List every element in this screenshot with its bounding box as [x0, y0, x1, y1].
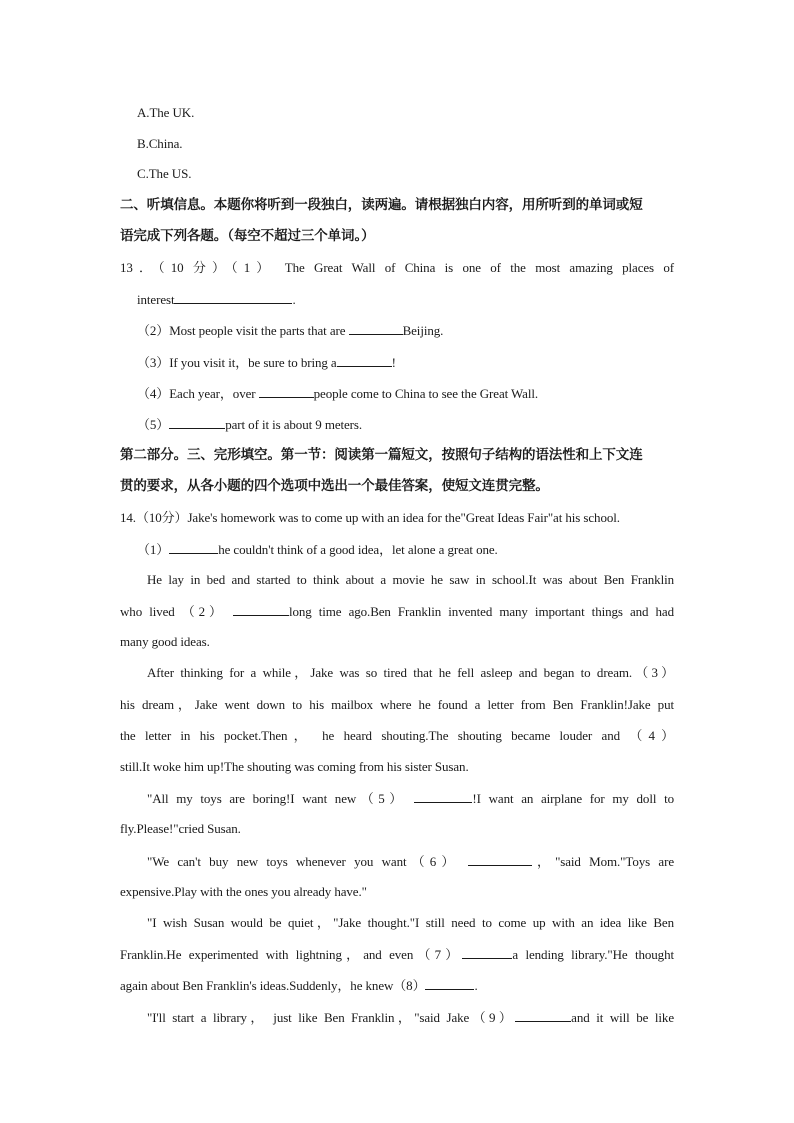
- q14-para5-line2: expensive.Play with the ones you already have.": [120, 884, 367, 899]
- q13-item4-text-b: people come to China to see the Great Wall.: [313, 386, 539, 401]
- q14-para4-line1-text-a: "All my toys are boring!I want new（5）: [147, 791, 407, 806]
- part2-instruction-line2: 贯的要求，从各小题的四个选项中选出一个最佳答案，使短文连贯完整。: [120, 478, 549, 494]
- q14-para2-line2-text-a: who lived （2）: [120, 604, 226, 619]
- q14-blank-1[interactable]: [169, 541, 218, 554]
- q13-blank-4[interactable]: [259, 385, 314, 398]
- section2-instruction-line2: 语完成下列各题。（每空不超过三个单词。）: [120, 228, 375, 244]
- q14-para6-line1: "I wish Susan would be quiet，"Jake thought."I still need to come up with an idea like Ben: [147, 915, 674, 930]
- q14-para2-line2-text-b: long time ago.Ben Franklin invented many important things and had: [288, 604, 674, 619]
- q14-para6-line3: [120, 977, 478, 994]
- section2-instruction-line1: 二、听填信息。本题你将听到一段独白，读两遍。请根据独白内容，用所听到的单词或短: [120, 197, 643, 213]
- option-b: B.China.: [137, 136, 183, 151]
- q14-line1: [137, 541, 498, 558]
- q13-item3-text-b: !: [391, 355, 396, 370]
- q13-item4: [137, 385, 538, 402]
- q14-para6-line2-text-a: Franklin.He experimented with lightning，and even（7）: [120, 947, 463, 962]
- q14-para3-line1: After thinking for a while，Jake was so tired that he fell asleep and began to dream.（3）: [147, 665, 674, 680]
- q14-blank-2[interactable]: [233, 603, 289, 616]
- q13-item2-text-a: （2）Most people visit the parts that are: [137, 323, 346, 338]
- q13-item3-text-a: （3）If you visit it，be sure to bring a: [137, 355, 337, 370]
- q14-para4-line1: [147, 790, 674, 807]
- q14-line1-text-a: （1）: [137, 542, 170, 557]
- q13-item1-line2: [137, 291, 296, 308]
- q13-item2-text-b: Beijing.: [402, 323, 444, 338]
- q14-para2-line1: He lay in bed and started to think about a movie he saw in school.It was about Ben Franklin: [147, 572, 674, 587]
- q14-para3-line4: still.It woke him up!The shouting was coming from his sister Susan.: [120, 759, 469, 774]
- q13-item5-text-b: part of it is about 9 meters.: [225, 417, 363, 432]
- option-a: A.The UK.: [137, 105, 195, 120]
- q14-para7-line1-text-a: "I'll start a library， just like Ben Franklin，"said Jake（9）: [147, 1010, 516, 1025]
- q13-item2: [137, 322, 443, 339]
- q14-para7-line1: [147, 1009, 674, 1026]
- q14-para5-line1: [147, 853, 674, 870]
- q14-para5-line1-text-b: ，"said Mom."Toys are: [531, 854, 674, 869]
- q14-heading: 14.（10分）Jake's homework was to come up with an idea for the"Great Ideas Fair"at his school.: [120, 510, 620, 525]
- q14-para4-line1-text-b: !I want an airplane for my doll to: [472, 791, 674, 806]
- q14-blank-7[interactable]: [462, 946, 512, 959]
- q14-para3-line3: the letter in his pocket.Then， he heard shouting.The shouting became louder and （4）: [120, 728, 674, 743]
- q14-para3-line2: his dream，Jake went down to his mailbox where he found a letter from Ben Franklin!Jake put: [120, 697, 674, 712]
- part2-instruction-line1: 第二部分。三、完形填空。第一节：阅读第一篇短文，按照句子结构的语法性和上下文连: [120, 447, 643, 463]
- q13-blank-2[interactable]: [349, 322, 403, 335]
- q14-blank-9[interactable]: [515, 1009, 571, 1022]
- q14-para2-line3: many good ideas.: [120, 634, 210, 649]
- q14-line1-text-b: he couldn't think of a good idea，let alone a great one.: [218, 542, 498, 557]
- q14-para6-line3-text-a: again about Ben Franklin's ideas.Suddenly，he knew（8）: [120, 978, 426, 993]
- q13-item5: [137, 416, 362, 433]
- q14-para6-line3-text-b: .: [474, 978, 478, 993]
- q14-blank-6[interactable]: [468, 853, 532, 866]
- q14-blank-8[interactable]: [425, 977, 474, 990]
- q14-para2-line2: [120, 603, 674, 620]
- q13-item3: [137, 354, 396, 371]
- q14-para6-line2-text-b: a lending library."He thought: [512, 947, 674, 962]
- q13-blank-5[interactable]: [169, 416, 225, 429]
- q14-para6-line2: [120, 946, 674, 963]
- q13-item1-text: interest: [137, 292, 175, 307]
- q13-blank-3[interactable]: [337, 354, 392, 367]
- q14-para7-line1-text-b: and it will be like: [571, 1010, 674, 1025]
- q13-item5-text-a: （5）: [137, 417, 170, 432]
- q13-item1-end: .: [292, 292, 296, 307]
- q13-heading: 13．（10 分）（1） The Great Wall of China is one of the most amazing places of: [120, 260, 674, 275]
- q14-blank-5[interactable]: [414, 790, 472, 803]
- q14-para4-line2: fly.Please!"cried Susan.: [120, 821, 241, 836]
- q13-item4-text-a: （4）Each year，over: [137, 386, 256, 401]
- q14-para5-line1-text-a: "We can't buy new toys whenever you want（6）: [147, 854, 460, 869]
- q13-blank-1[interactable]: [174, 291, 292, 304]
- option-c: C.The US.: [137, 166, 192, 181]
